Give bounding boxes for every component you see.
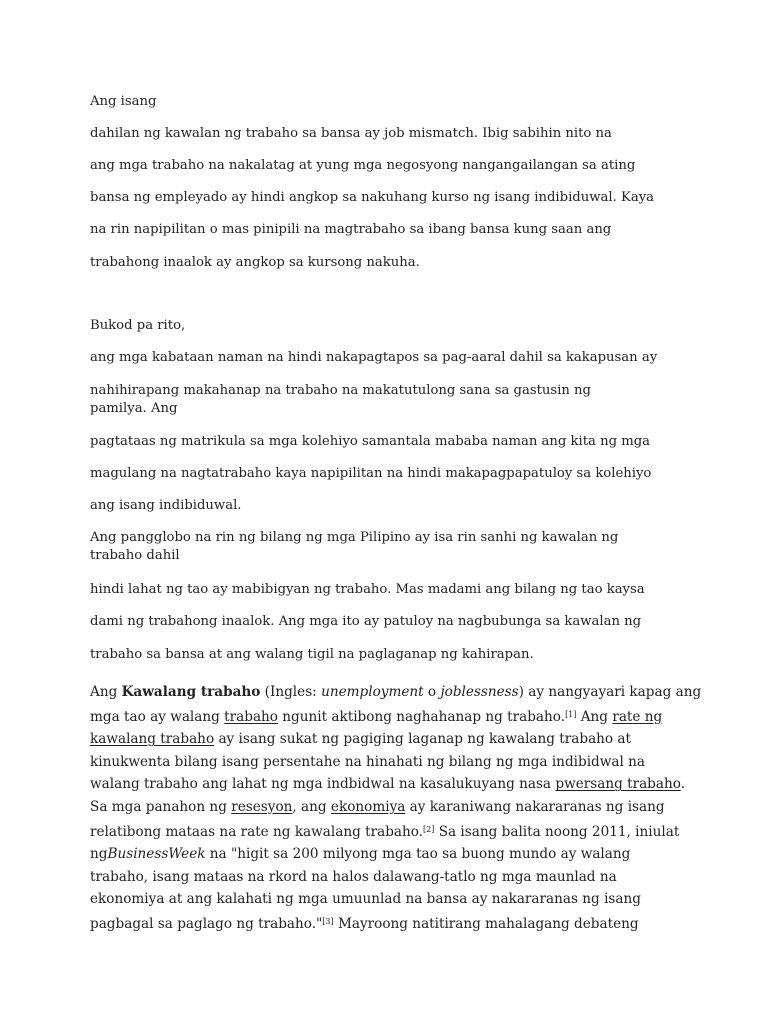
text: .	[680, 776, 686, 793]
text-line: bansa ng empleyado ay hindi angkop sa nakuhang kurso ng isang indibiduwal. Kaya	[90, 190, 655, 205]
text-line: dami ng trabahong inaalok. Ang mga ito ay patuloy na nagbubunga sa kawalan ng	[90, 614, 642, 629]
text: Mayroong natitirang mahalagang debateng	[333, 915, 639, 932]
link-rate-ng-kawalang-trabaho[interactable]: rate ng	[612, 708, 663, 725]
text: relatibong mataas na rate ng kawalang trabaho.	[90, 823, 424, 840]
text: ay karaniwang nakararanas ng isang	[405, 798, 665, 815]
reference-link[interactable]: [2]	[423, 824, 435, 834]
text-line: hindi lahat ng tao ay mabibigyan ng trabaho. Mas madami ang bilang ng tao kaysa	[90, 582, 645, 597]
wiki-line: kinukwenta bilang isang persentahe na hinahati ng bilang ng mga indibidwal na	[90, 753, 646, 770]
text: , ang	[292, 798, 331, 815]
text-line: Ang isang	[90, 94, 157, 109]
text-line: na rin napipilitan o mas pinipili na magtrabaho sa ibang bansa kung saan ang	[90, 222, 612, 237]
text: Ang	[576, 708, 613, 725]
text-line: ang mga kabataan naman na hindi nakapagtapos sa pag-aaral dahil sa kakapusan ay	[90, 350, 658, 365]
text: ngunit aktibong naghahanap ng trabaho.	[277, 708, 566, 725]
term-bold: Kawalang trabaho	[121, 684, 261, 700]
link-trabaho[interactable]: trabaho	[224, 708, 278, 725]
term-italic: unemployment	[321, 684, 424, 700]
text: ng	[90, 846, 108, 863]
reference-link[interactable]: [3]	[322, 916, 334, 926]
wiki-paragraph	[90, 681, 702, 936]
text-line: pagtataas ng matrikula sa mga kolehiyo samantala mababa naman ang kita ng mga	[90, 434, 651, 449]
wiki-line	[90, 773, 690, 796]
publication-italic: BusinessWeek	[107, 846, 206, 863]
text: na "higit sa 200 milyong mga tao sa buong mundo ay walang	[205, 846, 631, 863]
text: ay isang sukat ng pagiging laganap ng kawalang trabaho at	[214, 731, 632, 748]
text: o	[423, 684, 441, 700]
text: (Ingles:	[260, 684, 322, 700]
wiki-line	[90, 911, 690, 936]
text-line: magulang na nagtatrabaho kaya napipilitan na hindi makapagpapatuloy sa kolehiyo	[90, 466, 652, 481]
text-line: ang isang indibiduwal.	[90, 498, 242, 513]
link-resesyon[interactable]: resesyon	[231, 798, 293, 815]
text: Ang	[90, 684, 122, 700]
wiki-line	[90, 704, 690, 729]
text: walang trabaho ang lahat ng mga indbidwal na kasalukuyang nasa	[90, 776, 556, 793]
wiki-line	[90, 819, 690, 844]
wiki-line: trabaho, isang mataas na rkord na halos dalawang-tatlo ng mga maunlad na	[90, 868, 617, 885]
text: mga tao ay walang	[90, 708, 225, 725]
text: pagbagal sa paglago ng trabaho."	[90, 915, 323, 932]
wiki-line	[90, 728, 690, 751]
reference-link[interactable]: [1]	[565, 709, 577, 719]
text-line: nahihirapang makahanap na trabaho na makatutulong sana sa gastusin ng pamilya. Ang	[90, 383, 591, 416]
text-line: trabaho sa bansa at ang walang tigil na paglaganap ng kahirapan.	[90, 647, 534, 662]
text-line: dahilan ng kawalan ng trabaho sa bansa ay job mismatch. Ibig sabihin nito na	[90, 126, 612, 141]
wiki-line	[90, 796, 690, 819]
text-line: Ang pangglobo na rin ng bilang ng mga Pilipino ay isa rin sanhi ng kawalan ng trabaho dahil	[90, 530, 619, 563]
text-line: ang mga trabaho na nakalatag at yung mga negosyong nangangailangan sa ating	[90, 158, 636, 173]
text: ) ay nangyayari kapag ang	[518, 684, 702, 700]
link-ekonomiya[interactable]: ekonomiya	[330, 798, 406, 815]
wiki-line	[90, 843, 690, 866]
term-italic: joblessness	[440, 684, 519, 700]
text: Sa mga panahon ng	[90, 798, 232, 815]
wiki-line: ekonomiya at ang kalahati ng mga umuunlad na bansa ay nakararanas ng isang	[90, 891, 641, 908]
text: Sa isang balita noong 2011, iniulat	[434, 823, 680, 840]
text-line: Bukod pa rito,	[90, 318, 186, 333]
link-rate-ng-kawalang-trabaho[interactable]: kawalang trabaho	[90, 731, 215, 748]
wiki-line	[90, 681, 702, 704]
text-line: trabahong inaalok ay angkop sa kursong nakuha.	[90, 255, 420, 270]
link-pwersang-trabaho[interactable]: pwersang trabaho	[555, 776, 681, 793]
